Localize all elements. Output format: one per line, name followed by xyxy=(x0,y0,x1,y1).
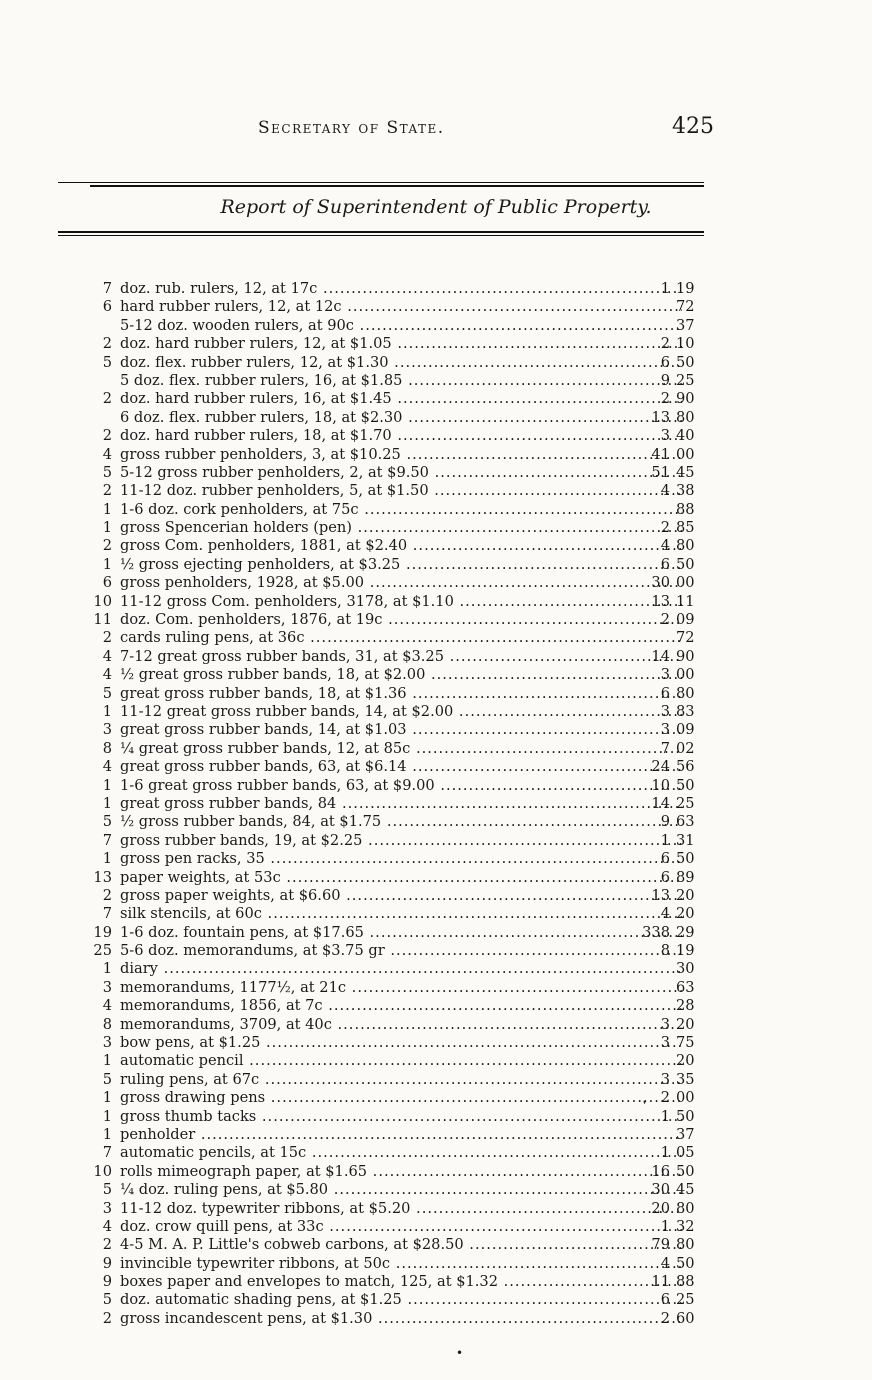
ledger-description: ½ gross rubber bands, 84, at $1.75 ..... xyxy=(120,813,682,831)
ledger-cents: 50 xyxy=(676,1162,695,1180)
ledger-description: 1-6 doz. cork penholders, at 75c ..... xyxy=(120,501,682,519)
ledger-cents: 00 xyxy=(676,445,695,463)
ledger-qty: 7 xyxy=(102,280,112,297)
ledger-row xyxy=(86,372,716,390)
ledger-description: hard rubber rulers, 12, at 12c ..... xyxy=(120,298,682,316)
ledger-cents: 09 xyxy=(676,611,695,629)
ledger-qty: 1 xyxy=(102,960,112,978)
ledger-description: rolls mimeograph paper, at $1.65 ..... xyxy=(120,1163,682,1181)
ledger-cents: 80 xyxy=(676,1236,695,1254)
ledger-qty: 3 xyxy=(102,978,112,996)
ledger-dollars: 1 xyxy=(660,1144,670,1162)
ledger-dollars: 6 xyxy=(660,353,670,371)
ledger-description: paper weights, at 53c ..... xyxy=(120,869,682,887)
ledger-row xyxy=(86,758,716,776)
ledger-row xyxy=(86,298,716,316)
ledger-row xyxy=(86,1291,716,1309)
ledger-cents: 80 xyxy=(676,408,695,426)
ledger-cents: 02 xyxy=(676,739,695,757)
ledger-row xyxy=(86,905,716,923)
ledger-description: ruling pens, at 67c ..... xyxy=(120,1071,682,1089)
ledger-cents: 29 xyxy=(676,923,695,941)
ledger-cents: 30 xyxy=(676,960,695,978)
ledger-cents: 80 xyxy=(676,684,695,702)
ledger-row xyxy=(86,960,716,978)
ledger-qty: 1 xyxy=(102,850,112,868)
ledger-cents: 88 xyxy=(676,1273,695,1291)
ledger-row xyxy=(86,1016,716,1034)
ledger-entries xyxy=(86,280,716,1328)
ledger-row xyxy=(86,280,716,298)
ledger-description: ¼ great gross rubber bands, 12, at 85c ..... xyxy=(120,740,682,758)
ledger-cents: 50 xyxy=(676,1107,695,1125)
ledger-qty: 5 xyxy=(102,1291,112,1309)
ledger-qty: 2 xyxy=(102,537,112,555)
ledger-description: 11-12 great gross rubber bands, 14, at $2.00 ..... xyxy=(120,703,682,721)
ledger-cents: 28 xyxy=(676,997,695,1015)
ledger-qty: 8 xyxy=(102,739,112,757)
ledger-dollars: 4 xyxy=(660,537,670,555)
ledger-dollars: 14 xyxy=(651,794,670,812)
ledger-cents: 72 xyxy=(676,629,695,647)
ledger-cents: 09 xyxy=(676,721,695,739)
ink-speck: ❜ xyxy=(643,1100,647,1111)
ledger-cents: 37 xyxy=(676,316,695,334)
ledger-dollars: 6 xyxy=(660,555,670,573)
ledger-description: doz. automatic shading pens, at $1.25 ..... xyxy=(120,1291,682,1309)
ledger-dollars: 10 xyxy=(651,776,670,794)
ledger-row xyxy=(86,519,716,537)
ledger-description: memorandums, 1177½, at 21c ..... xyxy=(120,979,682,997)
ledger-dollars: 1 xyxy=(660,1217,670,1235)
page-number: 425 xyxy=(672,114,714,139)
ledger-row xyxy=(86,942,716,960)
ledger-row xyxy=(86,1163,716,1181)
ledger-description: ½ gross ejecting penholders, at $3.25 ..... xyxy=(120,556,682,574)
ledger-qty: 4 xyxy=(102,1217,112,1235)
ledger-description: 5-6 doz. memorandums, at $3.75 gr ..... xyxy=(120,942,682,960)
ledger-cents: 63 xyxy=(676,813,695,831)
ledger-description: ½ great gross rubber bands, 18, at $2.00 ..... xyxy=(120,666,682,684)
ledger-dollars: 6 xyxy=(660,850,670,868)
ledger-qty: 5 xyxy=(102,684,112,702)
ledger-description: ¼ doz. ruling pens, at $5.80 ..... xyxy=(120,1181,682,1199)
ledger-qty: 2 xyxy=(102,1236,112,1254)
ledger-cents: 45 xyxy=(676,1181,695,1199)
ledger-qty: 19 xyxy=(93,923,112,941)
ledger-row xyxy=(86,1181,716,1199)
ledger-cents: 90 xyxy=(676,390,695,408)
ledger-row xyxy=(86,629,716,647)
ledger-qty: 7 xyxy=(102,1144,112,1162)
ledger-description: gross pen racks, 35 ..... xyxy=(120,850,682,868)
ledger-row xyxy=(86,979,716,997)
ledger-qty: 5 xyxy=(102,353,112,371)
ledger-row xyxy=(86,482,716,500)
ledger-cents: 25 xyxy=(676,794,695,812)
ledger-description: gross Com. penholders, 1881, at $2.40 ..... xyxy=(120,537,682,555)
ledger-cents: 50 xyxy=(676,1254,695,1272)
ledger-row xyxy=(86,593,716,611)
ledger-description: gross thumb tacks ..... xyxy=(120,1108,682,1126)
ledger-cents: 20 xyxy=(676,1052,695,1070)
report-subtitle: Report of Superintendent of Public Property. xyxy=(220,196,652,218)
ledger-cents: 72 xyxy=(676,298,695,316)
ledger-description: great gross rubber bands, 14, at $1.03 ..... xyxy=(120,721,682,739)
ledger-dollars: 7 xyxy=(660,739,670,757)
ledger-row xyxy=(86,648,716,666)
ledger-dollars: 11 xyxy=(651,1273,670,1291)
ledger-dollars: 6 xyxy=(660,868,670,886)
ledger-row xyxy=(86,685,716,703)
ledger-dollars: 2 xyxy=(660,519,670,537)
ledger-cents: 00 xyxy=(676,574,695,592)
ledger-qty: 1 xyxy=(102,519,112,537)
ledger-qty: 2 xyxy=(102,482,112,500)
ledger-dollars: 2 xyxy=(660,335,670,353)
ledger-cents: 20 xyxy=(676,1015,695,1033)
ledger-qty: 2 xyxy=(102,390,112,408)
ledger-cents: 38 xyxy=(676,482,695,500)
ledger-qty: 4 xyxy=(102,445,112,463)
ledger-description: silk stencils, at 60c ..... xyxy=(120,905,682,923)
ledger-description: gross penholders, 1928, at $5.00 ..... xyxy=(120,574,682,592)
ledger-qty: 9 xyxy=(102,1254,112,1272)
ledger-cents: 19 xyxy=(676,942,695,960)
ledger-description: doz. hard rubber rulers, 12, at $1.05 ..... xyxy=(120,335,682,353)
ledger-qty: 8 xyxy=(102,1015,112,1033)
ledger-description: gross Spencerian holders (pen) ..... xyxy=(120,519,682,537)
ledger-qty: 5 xyxy=(102,813,112,831)
ledger-qty: 4 xyxy=(102,758,112,776)
ledger-cents: 45 xyxy=(676,463,695,481)
ledger-row xyxy=(86,777,716,795)
subtitle-rule-thick xyxy=(58,231,704,233)
ledger-cents: 80 xyxy=(676,1199,695,1217)
ledger-cents: 10 xyxy=(676,335,695,353)
ledger-row xyxy=(86,501,716,519)
ledger-dollars: 2 xyxy=(660,1309,670,1327)
ledger-dollars: 1 xyxy=(660,831,670,849)
ledger-description: great gross rubber bands, 84 ..... xyxy=(120,795,682,813)
ledger-dollars: 6 xyxy=(660,1291,670,1309)
ledger-cents: 50 xyxy=(676,353,695,371)
subtitle-rule-thin xyxy=(58,235,704,236)
ledger-description: doz. hard rubber rulers, 18, at $1.70 ..... xyxy=(120,427,682,445)
ledger-row xyxy=(86,1310,716,1328)
ledger-cents: 90 xyxy=(676,647,695,665)
ledger-row xyxy=(86,446,716,464)
ledger-row xyxy=(86,1144,716,1162)
ledger-row xyxy=(86,464,716,482)
ledger-qty: 6 xyxy=(102,298,112,316)
ledger-description: 5-12 gross rubber penholders, 2, at $9.50 ..... xyxy=(120,464,682,482)
ledger-cents: 40 xyxy=(676,427,695,445)
ledger-description: cards ruling pens, at 36c ..... xyxy=(120,629,682,647)
ledger-cents: 32 xyxy=(676,1217,695,1235)
ledger-qty: 4 xyxy=(102,997,112,1015)
ledger-qty: 2 xyxy=(102,335,112,353)
ledger-qty: 4 xyxy=(102,666,112,684)
ledger-description: memorandums, 1856, at 7c ..... xyxy=(120,997,682,1015)
ledger-row xyxy=(86,869,716,887)
ledger-cents: 50 xyxy=(676,555,695,573)
ledger-qty: 3 xyxy=(102,721,112,739)
ledger-cents: 35 xyxy=(676,1070,695,1088)
ledger-row xyxy=(86,924,716,942)
ledger-cents: 88 xyxy=(676,500,695,518)
ledger-description: 7-12 great gross rubber bands, 31, at $3.25 ..... xyxy=(120,648,682,666)
ledger-qty: 2 xyxy=(102,1309,112,1327)
ledger-row xyxy=(86,1052,716,1070)
running-title: Secretary of State. xyxy=(258,118,445,138)
ledger-dollars: 3 xyxy=(660,1034,670,1052)
ledger-cents: 05 xyxy=(676,1144,695,1162)
ledger-dollars: 3 xyxy=(660,721,670,739)
ledger-row xyxy=(86,354,716,372)
ledger-dollars: 79 xyxy=(651,1236,670,1254)
ledger-dollars: 4 xyxy=(660,1254,670,1272)
ledger-dollars: 2 xyxy=(660,390,670,408)
ledger-row xyxy=(86,390,716,408)
ledger-qty: 5 xyxy=(102,1070,112,1088)
ledger-description: 1-6 doz. fountain pens, at $17.65 ..... xyxy=(120,924,682,942)
ledger-qty: 10 xyxy=(93,592,112,610)
ledger-dollars: 24 xyxy=(651,758,670,776)
ledger-qty: 13 xyxy=(93,868,112,886)
ledger-description: doz. flex. rubber rulers, 12, at $1.30 ..... xyxy=(120,354,682,372)
ledger-description: doz. hard rubber rulers, 16, at $1.45 ..... xyxy=(120,390,682,408)
ledger-description: great gross rubber bands, 63, at $6.14 ..... xyxy=(120,758,682,776)
ledger-description: invincible typewriter ribbons, at 50c ..... xyxy=(120,1255,682,1273)
ledger-qty: 1 xyxy=(102,555,112,573)
ledger-qty: 1 xyxy=(102,776,112,794)
ledger-row xyxy=(86,556,716,574)
ledger-dollars: 30 xyxy=(651,574,670,592)
ledger-dollars: 1 xyxy=(660,1107,670,1125)
ledger-cents: 75 xyxy=(676,1034,695,1052)
ledger-cents: 25 xyxy=(676,1291,695,1309)
ledger-description: memorandums, 3709, at 40c ..... xyxy=(120,1016,682,1034)
ledger-dollars: 51 xyxy=(651,463,670,481)
ledger-qty: 2 xyxy=(102,629,112,647)
ledger-description: gross rubber bands, 19, at $2.25 ..... xyxy=(120,832,682,850)
ledger-row xyxy=(86,1200,716,1218)
ledger-dollars: 1 xyxy=(660,280,670,297)
ledger-description: diary ..... xyxy=(120,960,682,978)
ledger-cents: 19 xyxy=(676,280,695,297)
ledger-qty: 7 xyxy=(102,831,112,849)
ledger-cents: 00 xyxy=(676,666,695,684)
ledger-cents: 11 xyxy=(676,592,695,610)
ledger-dollars: 14 xyxy=(651,647,670,665)
ledger-qty: 25 xyxy=(93,942,112,960)
ledger-row xyxy=(86,997,716,1015)
ledger-row xyxy=(86,1255,716,1273)
ledger-row xyxy=(86,795,716,813)
ledger-qty: 6 xyxy=(102,574,112,592)
ledger-row xyxy=(86,832,716,850)
ledger-row xyxy=(86,740,716,758)
ledger-description: doz. crow quill pens, at 33c ..... xyxy=(120,1218,682,1236)
ledger-row xyxy=(86,666,716,684)
ledger-cents: 80 xyxy=(676,537,695,555)
ledger-dollars: 13 xyxy=(651,408,670,426)
ledger-dollars: 3 xyxy=(660,1070,670,1088)
ledger-description: bow pens, at $1.25 ..... xyxy=(120,1034,682,1052)
ledger-cents: 63 xyxy=(676,978,695,996)
ledger-row xyxy=(86,317,716,335)
ledger-description: 11-12 doz. rubber penholders, 5, at $1.50 ..... xyxy=(120,482,682,500)
header-rule-thin xyxy=(58,182,704,183)
ledger-description: 6 doz. flex. rubber rulers, 18, at $2.30 ..... xyxy=(120,409,682,427)
ledger-qty: 1 xyxy=(102,1089,112,1107)
ledger-cents: 50 xyxy=(676,850,695,868)
page-header xyxy=(0,110,872,150)
ledger-description: 11-12 gross Com. penholders, 3178, at $1.10 ..... xyxy=(120,593,682,611)
ledger-qty: 1 xyxy=(102,1052,112,1070)
ledger-dollars: 3 xyxy=(660,427,670,445)
ledger-dollars: 3 xyxy=(660,1015,670,1033)
ledger-row xyxy=(86,887,716,905)
ledger-row xyxy=(86,1236,716,1254)
ledger-qty: 2 xyxy=(102,886,112,904)
ledger-description: 5 doz. flex. rubber rulers, 16, at $1.85 ..... xyxy=(120,372,682,390)
ledger-row xyxy=(86,611,716,629)
ledger-dollars: 13 xyxy=(651,592,670,610)
ledger-description: gross paper weights, at $6.60 ..... xyxy=(120,887,682,905)
ledger-row xyxy=(86,1089,716,1107)
ledger-row xyxy=(86,537,716,555)
ledger-qty: 2 xyxy=(102,427,112,445)
ledger-row xyxy=(86,1273,716,1291)
ledger-description: 11-12 doz. typewriter ribbons, at $5.20 ..... xyxy=(120,1200,682,1218)
ledger-description: doz. rub. rulers, 12, at 17c ..... xyxy=(120,280,682,298)
ledger-description: gross drawing pens ..... xyxy=(120,1089,682,1107)
ledger-description: 5-12 doz. wooden rulers, at 90c ..... xyxy=(120,317,682,335)
ledger-dollars: 30 xyxy=(651,1181,670,1199)
ledger-row xyxy=(86,1108,716,1126)
ledger-row xyxy=(86,721,716,739)
ledger-row xyxy=(86,1071,716,1089)
ledger-dollars: 16 xyxy=(651,1162,670,1180)
ledger-description: automatic pencil ..... xyxy=(120,1052,682,1070)
ledger-qty: 1 xyxy=(102,702,112,720)
ledger-description: gross rubber penholders, 3, at $10.25 ..... xyxy=(120,446,682,464)
ledger-row xyxy=(86,1126,716,1144)
ledger-dollars: 9 xyxy=(660,371,670,389)
ledger-cents: 00 xyxy=(676,1089,695,1107)
ledger-dollars: 2 xyxy=(660,611,670,629)
ledger-cents: 85 xyxy=(676,519,695,537)
ledger-dollars: 4 xyxy=(660,482,670,500)
ledger-dollars: 20 xyxy=(651,1199,670,1217)
ledger-row xyxy=(86,703,716,721)
ledger-row xyxy=(86,335,716,353)
ledger-qty: 7 xyxy=(102,905,112,923)
ledger-dollars: 3 xyxy=(660,702,670,720)
ledger-cents: 31 xyxy=(676,831,695,849)
ledger-dollars: 338 xyxy=(642,923,670,941)
ledger-row xyxy=(86,427,716,445)
ledger-qty: 5 xyxy=(102,1181,112,1199)
ledger-cents: 20 xyxy=(676,886,695,904)
ledger-description: boxes paper and envelopes to match, 125, at $1.32 ..... xyxy=(120,1273,682,1291)
header-rule-thick xyxy=(90,185,704,187)
ledger-cents: 25 xyxy=(676,371,695,389)
page-dot: • xyxy=(456,1346,464,1360)
ledger-cents: 89 xyxy=(676,868,695,886)
ledger-cents: 60 xyxy=(676,1309,695,1327)
ledger-row xyxy=(86,850,716,868)
ledger-dollars: 13 xyxy=(651,886,670,904)
ledger-qty: 11 xyxy=(93,611,112,629)
ledger-row xyxy=(86,574,716,592)
ledger-dollars: 3 xyxy=(660,666,670,684)
ledger-dollars: 9 xyxy=(660,813,670,831)
ledger-qty: 5 xyxy=(102,463,112,481)
ledger-description: automatic pencils, at 15c ..... xyxy=(120,1144,682,1162)
ledger-qty: 3 xyxy=(102,1034,112,1052)
ledger-row xyxy=(86,1034,716,1052)
ledger-dollars: 4 xyxy=(660,905,670,923)
ledger-dollars: 8 xyxy=(660,942,670,960)
ledger-description: doz. Com. penholders, 1876, at 19c ..... xyxy=(120,611,682,629)
ledger-description: 4-5 M. A. P. Little's cobweb carbons, at $28.50 ..... xyxy=(120,1236,682,1254)
ledger-qty: 1 xyxy=(102,500,112,518)
ledger-dollars: 41 xyxy=(651,445,670,463)
ledger-description: penholder ..... xyxy=(120,1126,682,1144)
ledger-qty: 4 xyxy=(102,647,112,665)
ledger-row xyxy=(86,813,716,831)
ledger-cents: 20 xyxy=(676,905,695,923)
ledger-qty: 1 xyxy=(102,1125,112,1143)
ledger-cents: 50 xyxy=(676,776,695,794)
ledger-qty: 10 xyxy=(93,1162,112,1180)
ledger-cents: 56 xyxy=(676,758,695,776)
ledger-description: gross incandescent pens, at $1.30 ..... xyxy=(120,1310,682,1328)
ledger-description: 1-6 great gross rubber bands, 63, at $9.00 ..... xyxy=(120,777,682,795)
ledger-cents: 37 xyxy=(676,1125,695,1143)
ledger-qty: 3 xyxy=(102,1199,112,1217)
ledger-cents: 83 xyxy=(676,702,695,720)
ledger-qty: 9 xyxy=(102,1273,112,1291)
ledger-dollars: 2 xyxy=(660,1089,670,1107)
ledger-qty: 1 xyxy=(102,1107,112,1125)
ledger-description: great gross rubber bands, 18, at $1.36 ..... xyxy=(120,685,682,703)
ledger-qty: 1 xyxy=(102,794,112,812)
ledger-row xyxy=(86,1218,716,1236)
ledger-row xyxy=(86,409,716,427)
ledger-dollars: 6 xyxy=(660,684,670,702)
